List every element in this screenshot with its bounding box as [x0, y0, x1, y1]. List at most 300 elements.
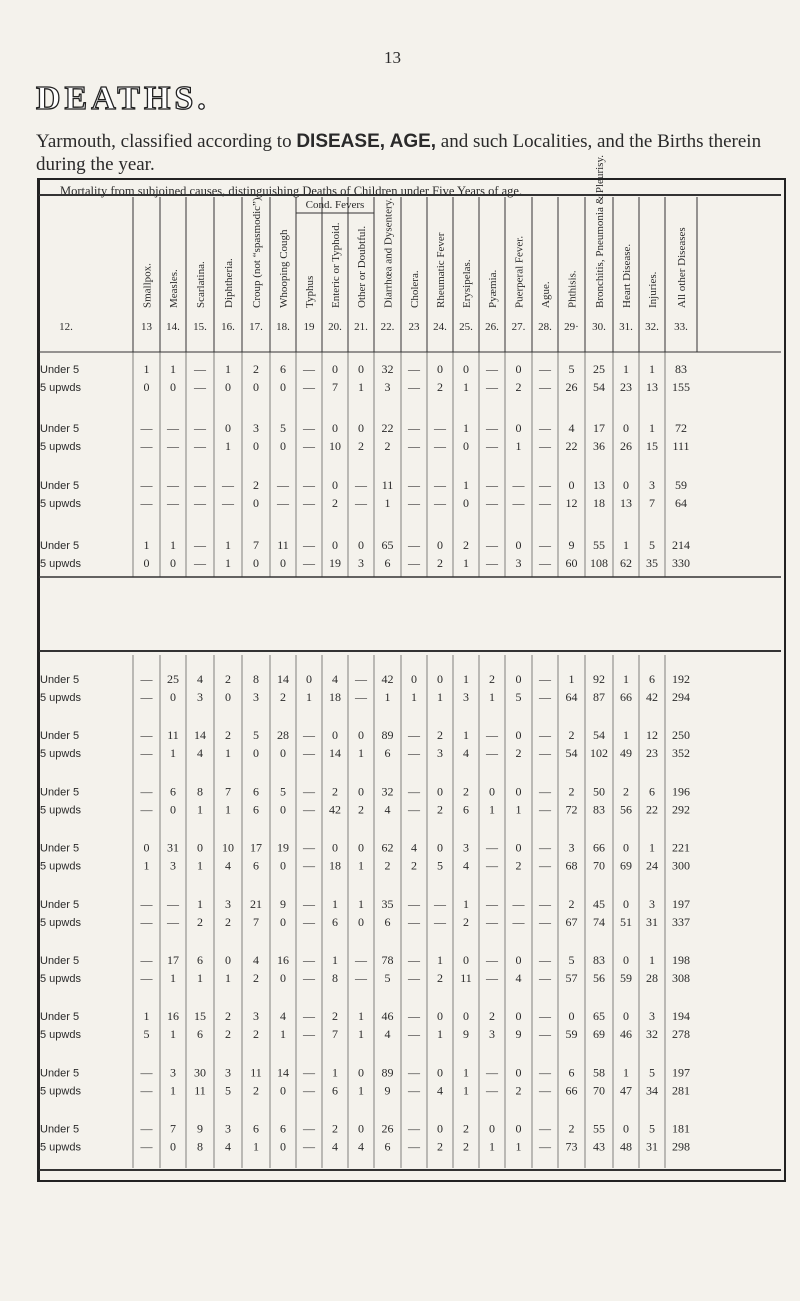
row-label-5-upwards: 5 upwds: [40, 382, 81, 394]
column-number: 21.: [354, 321, 368, 333]
table-cell: 16: [277, 953, 289, 967]
row-label-under-5: Under 5: [40, 786, 80, 799]
table-cell: 22: [381, 421, 394, 435]
table-cell: 25: [167, 672, 179, 686]
table-cell: —: [408, 896, 420, 911]
table-cell: 3: [170, 1065, 176, 1080]
table-cell: 87: [593, 690, 605, 704]
table-cell: 0: [170, 1139, 176, 1154]
table-cell: —: [539, 556, 551, 570]
table-cell: 2: [437, 380, 443, 394]
table-cell: 4: [280, 1009, 286, 1024]
table-cell: 2: [463, 1139, 469, 1154]
row-label-under-5: Under 5: [40, 1067, 80, 1080]
table-cell: 9: [384, 1083, 391, 1098]
table-cell: 0: [489, 1121, 495, 1136]
table-cell: 4: [225, 1139, 231, 1154]
table-cell: 18: [593, 496, 605, 510]
row-label-5-upwards: 5 upwds: [40, 498, 81, 510]
table-cell: 0: [170, 556, 176, 570]
table-cell: —: [303, 421, 315, 435]
table-cell: 2: [568, 1121, 575, 1136]
table-cell: 4: [463, 746, 469, 761]
table-cell: 2: [515, 1083, 522, 1098]
table-cell: 0: [515, 953, 522, 967]
table-cell: 1: [649, 840, 655, 855]
table-cell: 2: [463, 784, 469, 799]
row-label-under-5: Under 5: [40, 955, 80, 967]
table-cell: 36: [593, 439, 605, 453]
column-number: 17.: [249, 321, 263, 333]
table-cell: 0: [463, 439, 469, 453]
table-cell: —: [140, 1083, 153, 1098]
table-cell: 2: [437, 971, 443, 985]
table-cell: —: [539, 439, 551, 453]
table-cell: 28: [646, 971, 658, 985]
table-cell: —: [194, 439, 206, 453]
table-cell: 6: [170, 784, 176, 799]
table-cell: 8: [197, 1139, 203, 1154]
table-cell: —: [167, 496, 179, 510]
table-cell: 14: [277, 1065, 289, 1080]
table-cell: 6: [253, 1121, 259, 1136]
table-cell: —: [408, 1121, 420, 1136]
table-cell: 9: [280, 896, 286, 911]
column-header: Other or Doubtful.: [356, 225, 368, 308]
column-header: Typhus: [304, 275, 316, 308]
table-cell: 13: [620, 496, 632, 510]
table-cell: 2: [332, 1121, 338, 1136]
table-cell: 0: [143, 556, 150, 570]
table-cell: 5: [515, 690, 522, 704]
table-cell: 5: [649, 1121, 655, 1136]
table-cell: 5: [649, 1065, 655, 1080]
table-cell: 49: [620, 746, 632, 761]
table-cell: —: [408, 538, 420, 552]
table-cell: —: [539, 1121, 551, 1136]
table-cell: 1: [225, 538, 231, 552]
table-cell: —: [408, 1083, 420, 1098]
table-cell: —: [303, 784, 315, 799]
table-cell: 57: [565, 971, 578, 985]
table-cell: —: [512, 496, 525, 510]
table-cell: 192: [672, 672, 690, 686]
table-cell: 6: [332, 914, 338, 929]
table-cell: 1: [384, 496, 391, 510]
table-cell: 4: [197, 672, 203, 686]
table-cell: —: [303, 478, 315, 492]
table-cell: 4: [463, 858, 469, 873]
table-cell: —: [140, 971, 153, 985]
table-cell: 0: [411, 672, 417, 686]
table-cell: 2: [253, 1083, 259, 1098]
table-cell: 11: [277, 538, 289, 552]
table-cell: 0: [170, 802, 176, 817]
table-cell: 2: [489, 1009, 495, 1024]
column-header: Diarrhœa and Dysentery.: [382, 197, 395, 308]
table-cell: 5: [280, 784, 286, 799]
row-label-5-upwards: 5 upwds: [40, 1085, 81, 1098]
table-cell: 0: [623, 478, 629, 492]
table-cell: 3: [649, 478, 655, 492]
table-cell: —: [486, 728, 498, 743]
column-number: 27.: [511, 321, 526, 333]
table-cell: 59: [565, 1027, 578, 1042]
table-cell: 68: [565, 858, 578, 873]
table-cell: 43: [593, 1139, 605, 1154]
table-cell: 6: [384, 1139, 391, 1154]
table-cell: —: [434, 421, 446, 435]
table-cell: —: [539, 1065, 551, 1080]
page-title: DEATHS.: [36, 80, 210, 117]
table-cell: 31: [167, 840, 179, 855]
fevers-group-label: Cond. Fevers: [305, 199, 365, 211]
table-cell: 0: [280, 914, 286, 929]
column-number: 18.: [276, 321, 290, 333]
row-label-under-5: Under 5: [40, 540, 80, 552]
table-cell: 0: [143, 380, 150, 394]
table-cell: 12: [646, 728, 658, 743]
table-cell: 298: [672, 1139, 690, 1154]
table-cell: 0: [197, 840, 203, 855]
table-cell: —: [140, 953, 153, 967]
table-cell: —: [355, 478, 367, 492]
table-cell: —: [355, 690, 367, 704]
table-cell: 70: [593, 1083, 605, 1098]
table-cell: —: [539, 478, 551, 492]
column-number: 33.: [674, 321, 688, 333]
column-header: Diphtheria.: [223, 258, 235, 308]
table-cell: 3: [649, 1009, 655, 1024]
table-cell: —: [539, 496, 551, 510]
table-cell: 7: [253, 914, 259, 929]
table-cell: 0: [143, 840, 150, 855]
table-cell: 0: [568, 1009, 575, 1024]
row-label-5-upwards: 5 upwds: [40, 1029, 81, 1042]
table-cell: 2: [197, 914, 203, 929]
table-cell: —: [140, 439, 153, 453]
table-cell: 0: [253, 746, 259, 761]
table-cell: —: [140, 728, 153, 743]
table-cell: 9: [197, 1121, 203, 1136]
table-cell: —: [539, 914, 551, 929]
table-cell: 0: [463, 1009, 469, 1024]
table-cell: 2: [225, 672, 231, 686]
table-cell: 0: [437, 840, 443, 855]
table-cell: —: [303, 1027, 315, 1042]
table-cell: 1: [225, 556, 231, 570]
table-cell: 2: [253, 971, 259, 985]
table-cell: 0: [568, 478, 575, 492]
table-cell: 1: [225, 362, 231, 376]
table-cell: 1: [197, 896, 203, 911]
table-cell: 111: [672, 439, 690, 453]
table-cell: 78: [381, 953, 394, 967]
table-cell: —: [486, 362, 498, 376]
table-cell: 55: [593, 1121, 605, 1136]
table-cell: 83: [593, 953, 605, 967]
column-header: Rheumatic Fever: [435, 232, 447, 308]
table-cell: —: [194, 362, 206, 376]
table-cell: 2: [437, 728, 443, 743]
table-cell: 0: [332, 840, 338, 855]
column-header: Croup (not “spasmodic”): [251, 197, 263, 308]
table-cell: 197: [672, 1065, 690, 1080]
table-cell: 72: [565, 802, 578, 817]
table-cell: —: [486, 896, 498, 911]
table-cell: 1: [170, 746, 176, 761]
table-cell: 0: [332, 362, 338, 376]
table-cell: 197: [672, 896, 690, 911]
table-cell: 1: [170, 971, 176, 985]
column-number: 22.: [380, 321, 395, 333]
column-header: Measles.: [168, 269, 180, 308]
table-cell: 1: [197, 971, 203, 985]
table-cell: 0: [225, 421, 231, 435]
table-cell: 1: [358, 1009, 364, 1024]
table-cell: 14: [277, 672, 289, 686]
subtitle-part-3: and such Localities, and the Births therein during the year.: [36, 131, 762, 175]
table-cell: 250: [672, 728, 690, 743]
table-cell: —: [434, 896, 446, 911]
table-cell: —: [303, 971, 315, 985]
table-cell: —: [355, 953, 367, 967]
table-cell: 1: [143, 858, 150, 873]
table-cell: 6: [197, 953, 203, 967]
table-cell: 6: [280, 1121, 286, 1136]
table-cell: 0: [280, 971, 286, 985]
table-cell: 214: [672, 538, 690, 552]
column-header: Erysipelas.: [461, 259, 473, 308]
table-cell: 1: [411, 690, 417, 704]
table-cell: 15: [646, 439, 658, 453]
table-cell: 0: [515, 728, 522, 743]
table-cell: 3: [463, 690, 469, 704]
table-cell: —: [140, 478, 153, 492]
table-cell: —: [194, 478, 206, 492]
table-cell: 0: [280, 556, 286, 570]
table-cell: 0: [280, 802, 286, 817]
table-cell: 4: [358, 1139, 364, 1154]
table-cell: 0: [358, 1065, 364, 1080]
table-cell: —: [539, 1009, 551, 1024]
table-cell: 330: [672, 556, 690, 570]
table-cell: 0: [225, 690, 231, 704]
table-cell: 2: [225, 1009, 231, 1024]
table-cell: —: [408, 784, 420, 799]
table-cell: —: [303, 728, 315, 743]
row-label-under-5: Under 5: [40, 1123, 80, 1136]
row-label-5-upwards: 5 upwds: [40, 558, 81, 570]
table-cell: 62: [381, 840, 394, 855]
table-cell: 0: [437, 538, 443, 552]
table-cell: 32: [646, 1027, 658, 1042]
table-cell: 10: [329, 439, 341, 453]
table-cell: 0: [623, 1121, 629, 1136]
table-cell: 2: [225, 1027, 231, 1042]
table-cell: 1: [515, 439, 522, 453]
row-label-5-upwards: 5 upwds: [40, 1141, 81, 1154]
table-cell: 0: [515, 672, 522, 686]
table-cell: 72: [675, 421, 687, 435]
table-cell: 46: [620, 1027, 632, 1042]
table-cell: 352: [672, 746, 690, 761]
table-cell: 3: [253, 421, 259, 435]
table-cell: —: [486, 746, 498, 761]
table-cell: 69: [620, 858, 632, 873]
table-cell: —: [222, 478, 234, 492]
table-cell: —: [303, 538, 315, 552]
table-cell: 0: [515, 362, 522, 376]
table-cell: —: [539, 784, 551, 799]
table-cell: 1: [358, 858, 364, 873]
table-cell: —: [140, 1065, 153, 1080]
table-cell: 1: [463, 421, 469, 435]
table-cell: —: [140, 496, 153, 510]
column-number: 28.: [538, 321, 552, 333]
column-number: 30.: [592, 321, 606, 333]
table-cell: —: [277, 478, 289, 492]
table-cell: 16: [167, 1009, 179, 1024]
table-cell: 0: [623, 896, 629, 911]
table-cell: 1: [358, 1027, 364, 1042]
table-cell: —: [140, 896, 153, 911]
table-cell: —: [303, 439, 315, 453]
table-cell: 50: [593, 784, 605, 799]
table-cell: 21: [250, 896, 262, 911]
table-cell: 2: [489, 672, 495, 686]
table-cell: 64: [675, 496, 687, 510]
table-cell: —: [512, 478, 525, 492]
table-cell: 0: [253, 496, 259, 510]
table-cell: 3: [649, 896, 655, 911]
table-cell: 2: [437, 556, 443, 570]
column-number: 15.: [193, 321, 207, 333]
table-cell: 0: [623, 953, 629, 967]
column-header: Enteric or Typhoid.: [330, 222, 342, 308]
table-cell: 1: [463, 380, 469, 394]
table-cell: —: [408, 953, 420, 967]
table-cell: —: [408, 1027, 420, 1042]
table-cell: 3: [225, 1121, 231, 1136]
table-cell: 1: [358, 1083, 364, 1098]
table-cell: 0: [463, 953, 469, 967]
table-cell: —: [486, 496, 498, 510]
table-cell: 337: [672, 914, 690, 929]
table-cell: 221: [672, 840, 690, 855]
table-cell: 28: [277, 728, 289, 743]
table-cell: 2: [253, 478, 259, 492]
table-cell: 1: [463, 1065, 469, 1080]
table-cell: 1: [437, 953, 443, 967]
table-cell: 1: [358, 896, 364, 911]
table-cell: 6: [463, 802, 469, 817]
table-cell: —: [539, 858, 551, 873]
locality-column-number: 12.: [59, 321, 73, 333]
table-cell: 2: [384, 439, 391, 453]
table-cell: 7: [170, 1121, 176, 1136]
table-cell: 1: [358, 746, 364, 761]
table-cell: —: [194, 496, 206, 510]
table-cell: 1: [623, 672, 629, 686]
table-cell: 196: [672, 784, 690, 799]
column-number: 13: [141, 321, 152, 333]
table-cell: 3: [225, 1065, 231, 1080]
table-cell: 0: [332, 538, 338, 552]
table-cell: 1: [170, 1083, 176, 1098]
table-cell: 18: [329, 858, 341, 873]
table-cell: 5: [568, 953, 575, 967]
table-cell: 1: [623, 538, 629, 552]
table-cell: 69: [593, 1027, 605, 1042]
table-cell: 1: [568, 672, 575, 686]
table-cell: 1: [332, 896, 338, 911]
table-cell: —: [355, 496, 367, 510]
table-cell: 1: [463, 556, 469, 570]
table-cell: —: [408, 496, 420, 510]
table-cell: 1: [649, 362, 655, 376]
table-cell: 17: [167, 953, 179, 967]
table-cell: 22: [565, 439, 578, 453]
table-cell: 1: [225, 971, 231, 985]
table-cell: 1: [463, 728, 469, 743]
table-cell: 48: [620, 1139, 632, 1154]
row-label-under-5: Under 5: [40, 423, 80, 435]
table-cell: 2: [280, 690, 286, 704]
column-number: 32.: [645, 321, 659, 333]
table-cell: 6: [384, 556, 391, 570]
column-number: 14.: [166, 321, 180, 333]
table-cell: 2: [332, 1009, 338, 1024]
table-cell: 4: [253, 953, 259, 967]
table-cell: 300: [672, 858, 690, 873]
table-cell: —: [194, 380, 206, 394]
table-cell: 51: [620, 914, 632, 929]
table-cell: 17: [593, 421, 605, 435]
table-cell: 11: [250, 1065, 262, 1080]
table-cell: 8: [197, 784, 203, 799]
table-cell: —: [539, 971, 551, 985]
table-cell: 23: [620, 380, 632, 394]
table-cell: 3: [384, 380, 391, 394]
table-cell: —: [408, 746, 420, 761]
table-cell: 26: [620, 439, 632, 453]
table-cell: —: [277, 496, 289, 510]
table-cell: 2: [411, 858, 417, 873]
table-cell: —: [486, 439, 498, 453]
table-cell: 6: [384, 914, 391, 929]
table-cell: 6: [253, 858, 259, 873]
table-cell: 1: [306, 690, 312, 704]
table-cell: —: [194, 538, 206, 552]
table-cell: —: [539, 746, 551, 761]
table-cell: 25: [593, 362, 605, 376]
table-cell: —: [512, 896, 525, 911]
table-cell: 0: [332, 728, 338, 743]
table-cell: 3: [463, 840, 469, 855]
table-cell: 3: [225, 896, 231, 911]
table-cell: 65: [381, 538, 394, 552]
table-cell: 1: [489, 690, 495, 704]
table-cell: 0: [515, 1065, 522, 1080]
row-label-5-upwards: 5 upwds: [40, 916, 81, 929]
column-number: 24.: [433, 321, 447, 333]
table-cell: —: [486, 858, 498, 873]
table-cell: 3: [358, 556, 364, 570]
table-cell: 0: [280, 746, 286, 761]
table-cell: —: [167, 421, 179, 435]
table-cell: 5: [143, 1027, 150, 1042]
